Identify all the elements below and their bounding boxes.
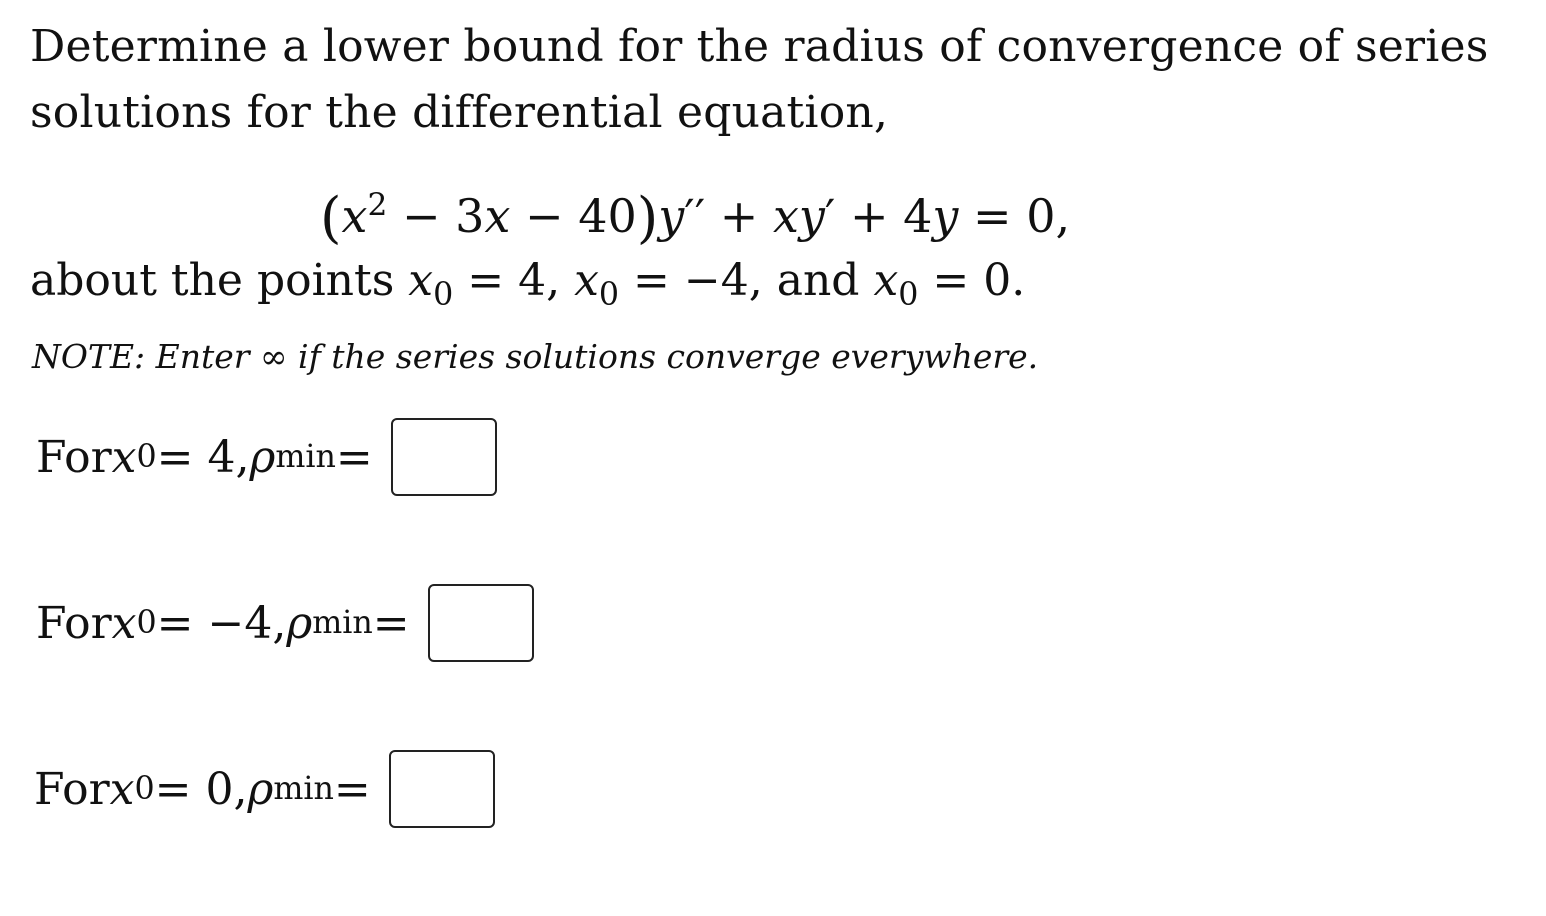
rho-min-input-x0-4[interactable]: [391, 418, 497, 496]
point-x-2: x: [574, 255, 599, 306]
row-x-subscript: 0: [134, 771, 155, 807]
row-label-for: For: [36, 597, 112, 649]
row-x0-value: = 0,: [154, 763, 248, 815]
equation-plus-one: +: [705, 189, 773, 244]
rho-subscript-min: min: [312, 605, 373, 641]
equation-close-paren: ): [636, 186, 659, 251]
point-value-3: = 0.: [918, 255, 1026, 306]
rho-symbol: ρ: [247, 763, 274, 815]
equation-equals-zero: = 0,: [958, 189, 1071, 244]
row-equals-sign: =: [372, 597, 410, 649]
equation-minus-forty: − 40: [510, 189, 637, 244]
row-equals-sign: =: [335, 431, 373, 483]
equation-x-linear: x: [484, 189, 511, 244]
row-x-subscript: 0: [136, 605, 157, 641]
row-x: x: [111, 431, 137, 483]
point-sub-1: 0: [433, 277, 454, 314]
expansion-points: [30, 248, 1025, 328]
equation-open-paren: (: [320, 186, 342, 251]
row-x0-value: = 4,: [156, 431, 250, 483]
equation-y-term: y: [932, 189, 959, 244]
equation-square-exponent: 2: [367, 187, 388, 223]
equation-minus-three: − 3: [387, 189, 485, 244]
rho-symbol: ρ: [286, 597, 313, 649]
point-x-1: x: [408, 255, 434, 306]
equation-xy-x: x: [772, 189, 799, 244]
infinity-note: NOTE: Enter ∞ if the series solutions converge everywhere.: [32, 337, 1039, 376]
equation-plus-four: + 4: [835, 189, 933, 244]
point-sub-2: 0: [598, 277, 620, 314]
answer-row-x0-neg4: [36, 582, 534, 664]
rho-subscript-min: min: [275, 439, 336, 475]
points-lead-text: about the points: [30, 255, 409, 306]
answer-row-x0-4: [36, 416, 497, 498]
answer-row-x0-0: [34, 748, 495, 830]
equation-xy-y: y: [798, 189, 825, 244]
point-sub-3: 0: [898, 277, 919, 314]
row-label-for: For: [34, 763, 110, 815]
point-value-1: = 4,: [453, 255, 575, 306]
rho-min-input-x0-0[interactable]: [389, 750, 495, 828]
equation-y-second: y: [658, 189, 685, 244]
equation-x-term: x: [341, 189, 368, 244]
row-x-subscript: 0: [136, 439, 157, 475]
differential-equation: [320, 170, 1070, 254]
rho-subscript-min: min: [273, 771, 334, 807]
row-x: x: [109, 763, 135, 815]
row-x: x: [111, 597, 137, 649]
point-value-2: = −4, and: [619, 255, 874, 306]
rho-min-input-x0-neg4[interactable]: [428, 584, 534, 662]
rho-symbol: ρ: [249, 431, 276, 483]
row-equals-sign: =: [333, 763, 371, 815]
point-x-3: x: [873, 255, 899, 306]
row-x0-value: = −4,: [156, 597, 287, 649]
row-label-for: For: [36, 431, 112, 483]
equation-single-prime: ′: [824, 189, 836, 244]
equation-double-prime: ′′: [684, 189, 706, 244]
problem-prompt: Determine a lower bound for the radius of convergence of series solutions for the differential equation,: [30, 21, 1489, 138]
